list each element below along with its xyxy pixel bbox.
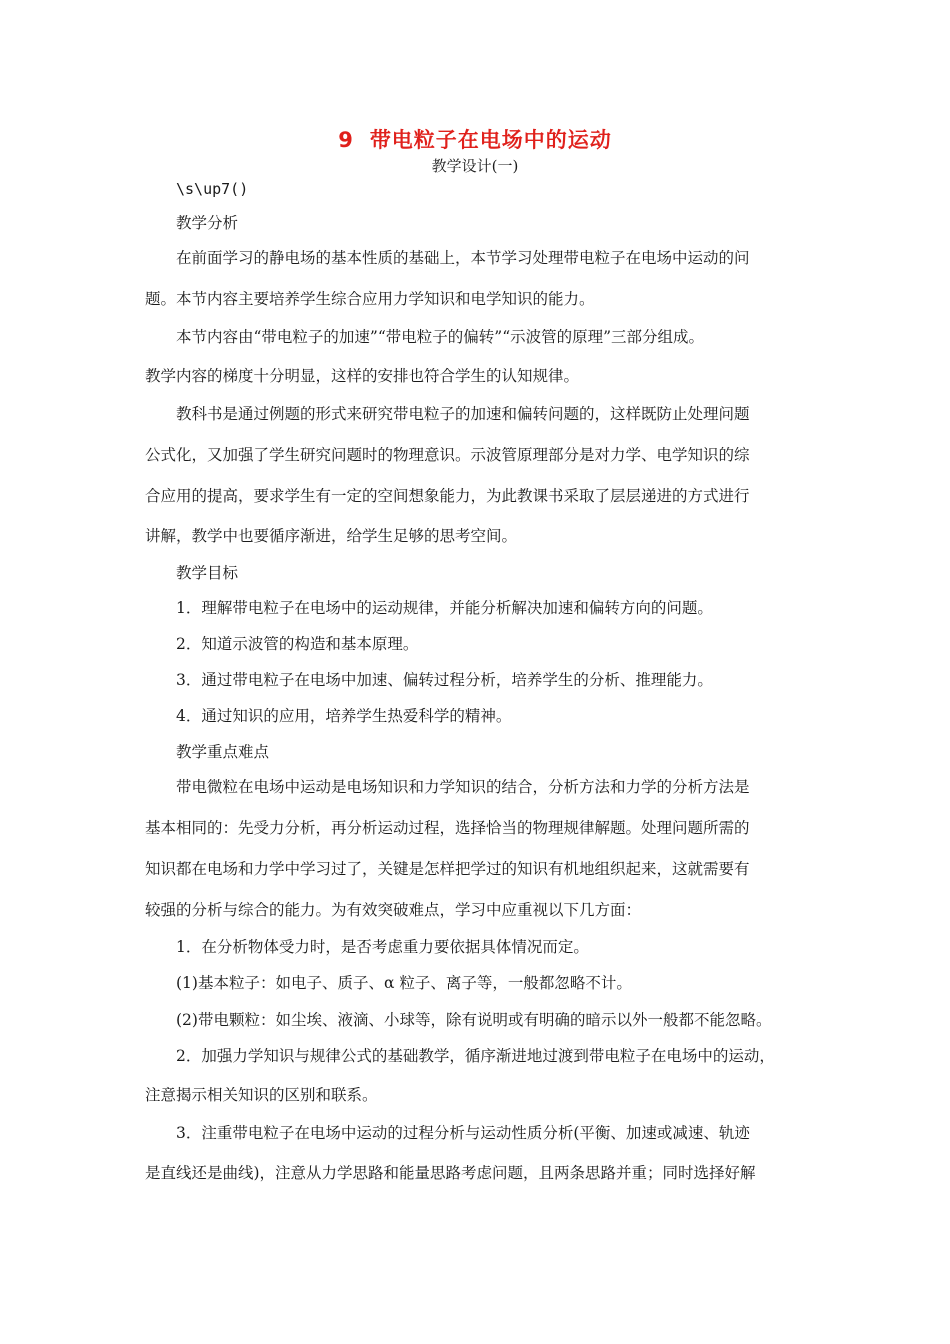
paragraph-line: 基本相同的：先受力分析，再分析运动过程，选择恰当的物理规律解题。处理问题所需的 [145,819,750,837]
heading-teaching-analysis: 教学分析 [176,214,239,232]
list-item: 2．加强力学知识与规律公式的基础教学，循序渐进地过渡到带电粒子在电场中的运动， [176,1047,775,1065]
paragraph-line: 注意揭示相关知识的区别和联系。 [145,1086,378,1104]
page-title [0,124,950,154]
list-item: 3．通过带电粒子在电场中加速、偏转过程分析，培养学生的分析、推理能力。 [176,671,713,689]
paragraph-line: 公式化，又加强了学生研究问题时的物理意识。示波管原理部分是对力学、电学知识的综 [145,446,750,464]
paragraph-line: 讲解，教学中也要循序渐进，给学生足够的思考空间。 [145,527,518,545]
paragraph-line: 是直线还是曲线)，注意从力学思路和能量思路考虑问题，且两条思路并重；同时选择好解 [145,1164,756,1182]
field-code-text: \s\up7() [176,180,249,198]
page-subtitle: 教学设计(一) [431,157,519,175]
list-item: 1．理解带电粒子在电场中的运动规律，并能分析解决加速和偏转方向的问题。 [176,599,713,617]
paragraph-line: 知识都在电场和力学中学习过了，关键是怎样把学过的知识有机地组织起来，这就需要有 [145,860,750,878]
heading-key-points: 教学重点难点 [176,743,270,761]
list-item: 3．注重带电粒子在电场中运动的过程分析与运动性质分析(平衡、加速或减速、轨迹 [176,1124,750,1142]
paragraph-line: 题。本节内容主要培养学生综合应用力学知识和电学知识的能力。 [145,290,595,308]
paragraph-line: 教科书是通过例题的形式来研究带电粒子的加速和偏转问题的，这样既防止处理问题 [176,405,750,423]
paragraph-line: 合应用的提高，要求学生有一定的空间想象能力，为此教课书采取了层层递进的方式进行 [145,487,750,505]
title-text: 带电粒子在电场中的运动 [369,128,612,152]
paragraph-line: 本节内容由“带电粒子的加速”“带电粒子的偏转”“示波管的原理”三部分组成。 [176,328,705,346]
paragraph-line: 在前面学习的静电场的基本性质的基础上，本节学习处理带电粒子在电场中运动的问 [176,249,750,267]
heading-teaching-goals: 教学目标 [176,564,239,582]
list-item: 1．在分析物体受力时，是否考虑重力要依据具体情况而定。 [176,938,589,956]
paragraph-line: 教学内容的梯度十分明显，这样的安排也符合学生的认知规律。 [145,367,580,385]
list-item: 2．知道示波管的构造和基本原理。 [176,635,419,653]
list-item: (2)带电颗粒：如尘埃、液滴、小球等，除有说明或有明确的暗示以外一般都不能忽略。 [176,1011,772,1029]
list-item: 4．通过知识的应用，培养学生热爱科学的精神。 [176,707,512,725]
paragraph-line: 带电微粒在电场中运动是电场知识和力学知识的结合，分析方法和力学的分析方法是 [176,778,750,796]
paragraph-line: 较强的分析与综合的能力。为有效突破难点，学习中应重视以下几方面： [145,901,642,919]
list-item: (1)基本粒子：如电子、质子、α 粒子、离子等，一般都忽略不计。 [176,974,632,992]
title-number: 9 [338,128,354,152]
